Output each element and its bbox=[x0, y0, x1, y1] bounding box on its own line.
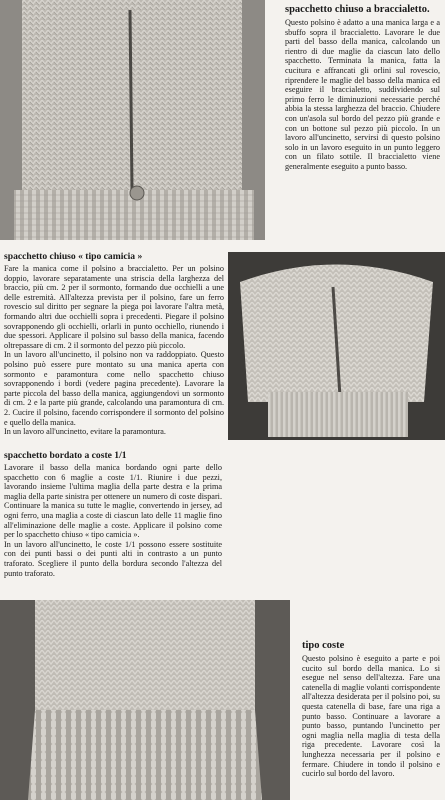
section-body: In un lavoro all'uncinetto, il polsino non va raddoppiato. Questo polsino può essere pure montato su una manica aperta con sormonto e paramontura come nello spacchetto chiuso sovrapponendo i bordi (vedere pagina precedente). Lavorare la parte piccola del basso della manica, aggiungendovi un sormonto di cm. 2 e la parte più grande, calcolando una paramontura di cm. 2. Cucire il polsino, facendo corrispondere il sormonto del polsino e quello della manica. bbox=[4, 350, 224, 427]
section-body: Questo polsino è adatto a una manica larga e a sbuffo sopra il braccialetto. Lavorare le due parti del basso della manica, calcolando un rientro di due maglie da ciascun lato dello spacchetto. Terminata la manica, fatta la cucitura e affrancati gli orlini sul rovescio, riprendere le maglie del basso della manica ed eseguire il braccialetto, suddividendo sul primo ferro le diminuzioni necessarie perché abbia la stessa larghezza del braccio. Chiudere con un'asola sul bordo del pezzo più grande e con un bottone sul pezzo più piccolo. In un lavoro all'uncinetto, servirsi di questo polsino solo in un lavoro eseguito in un punto leggero con un filato sottile. Il braccialetto viene generalmente eseguito a punto basso. bbox=[285, 18, 440, 171]
section-title: spacchetto bordato a coste 1/1 bbox=[4, 450, 127, 461]
photo-shirt-cuff bbox=[228, 252, 445, 440]
section-bracelet bbox=[285, 4, 440, 172]
section-ribbed-type bbox=[302, 640, 440, 779]
section-shirt-cuff bbox=[4, 251, 224, 437]
photo-bracelet-cuff bbox=[0, 0, 265, 240]
section-body: In un lavoro all'uncinetto, le coste 1/1 possono essere sostituite con dei punti bassi o dei punti alti in contrasto a un punto traforato. Scegliere il punto della bordura secondo l'altezza del punto traforato. bbox=[4, 539, 222, 578]
section-body: Lavorare il basso della manica bordando ogni parte dello spacchetto con 6 maglie a coste 1/1. Riunire i due pezzi, lavorando insieme l'ultima maglia della parte destra e la prima maglia della parte sinistra per ottenere un numero di coste dispari. Continuare la manica su tutte le maglie, convertendo in jersey, ad ogni ferro, una maglia a coste di ciascun lato delle 11 maglie fino all'eliminazione delle maglie a coste. Applicare il polsino come per lo spacchetto chiuso « tipo camicia ». bbox=[4, 463, 222, 540]
section-title: spacchetto chiuso a braccialetto. bbox=[285, 4, 430, 15]
section-title: tipo coste bbox=[302, 640, 345, 651]
section-title: spacchetto chiuso « tipo camicia » bbox=[4, 251, 143, 262]
section-body: Questo polsino è eseguito a parte e poi cucito sul bordo della manica. Lo si esegue nel senso dell'altezza. Fare una catenella di maglie volanti corrispondente all'altezza desiderata per il polsino poi, su questa catenella di base, fare una riga a punto basso. Continuare a lavorare a punto basso, puntando l'uncinetto per ogni maglia nella maglia di testa della riga precedente. Lavorare così la lunghezza necessaria per il polsino e fermare. Chiudere in tondo il polsino e cucirlo sul bordo del lavoro. bbox=[302, 654, 440, 779]
section-ribbed-slit bbox=[4, 450, 222, 578]
section-body: Fare la manica come il polsino a braccialetto. Per un polsino doppio, lavorare separatamente una striscia della larghezza del braccio, più cm. 2 per il sormonto, formando due occhielli a une delle estremità. All'altezza prevista per il polsino, fare un ferro rovescio sul diritto per segnare la piega poi lavorare l'altra metà, formando altri due occhielli sopra i precedenti. Piegare il polsino sovrapponendo gli occhielli, orlarli in punto occhiello, riunendo i due spessori. Applicare il polsino sul basso della manica, facendo oltrepassare di cm. 2 il sormonto del pezzo più piccolo. bbox=[4, 264, 224, 350]
section-body: In un lavoro all'uncinetto, evitare la paramontura. bbox=[4, 427, 166, 437]
photo-ribbed-cuff bbox=[0, 600, 290, 800]
